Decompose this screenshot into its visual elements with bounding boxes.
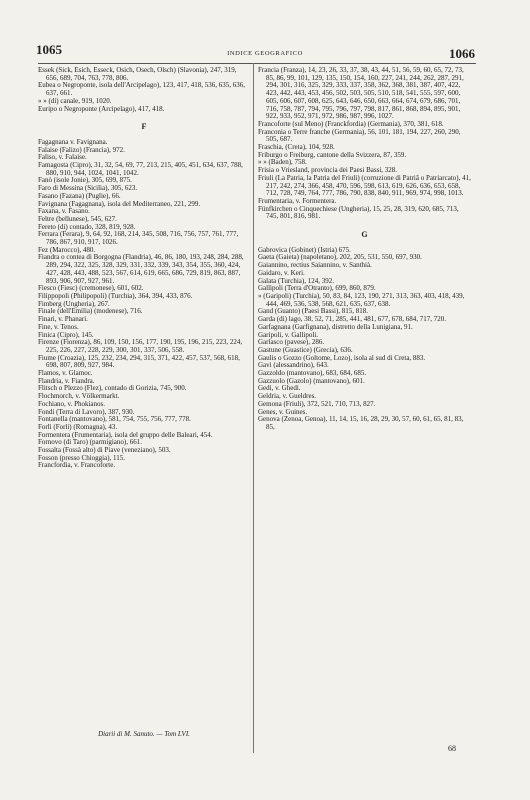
- index-entry: Fine, v. Tenos.: [38, 322, 79, 331]
- index-entry: Gemona (Friuli), 372, 521, 710, 713, 827.: [258, 399, 376, 408]
- index-entry: Firenze (Fiorenza), 86, 109, 150, 156, 177, 190, 195, 196, 215, 223, 224, 225, 226, 227, 228, 229, 300, 301, 337, 506, 558.: [38, 338, 243, 354]
- index-entry: Finica (Cipro), 145.: [38, 330, 94, 339]
- index-entry: Friuli (La Patria, la Patria del Friuli) (corruzione di Patriâ o Patriarcato), 41, 217, 242, 274, 366, 458, 470, 596, 598, 613, 619, 626, 636, 653, 658, 712, 728, 749, 764, 777, 786, 790, 838, 840, 911, 969, 974, 998, 1013.: [258, 173, 471, 198]
- index-entry: Filippopoli (Philipopoli) (Turchia), 364, 394, 433, 876.: [38, 291, 193, 300]
- index-entry: Gaeta (Gaieta) (napoletano), 202, 205, 531, 550, 697, 930.: [258, 253, 422, 262]
- index-entry: Formentera (Frumentaria), isola del gruppo delle Baleari, 454.: [38, 430, 213, 439]
- index-entry: Gand (Guanto) (Paesi Bassi), 815, 818.: [258, 307, 369, 316]
- index-entry: » (Garipoli) (Turchia), 50, 83, 84, 123, 190, 271, 313, 363, 403, 418, 439, 444, 469, 536, 538, 568, 621, 635, 637, 638.: [258, 291, 465, 308]
- index-entry: Geldria, v. Gueldres.: [258, 392, 317, 401]
- index-entry: Gavi (alessandrino), 643.: [258, 361, 329, 370]
- index-entry: Ferrara (Ferara), 9, 64, 92, 168, 214, 345, 508, 716, 756, 757, 761, 777, 786, 867, 910, 917, 1026.: [38, 230, 239, 247]
- index-entry: Fasano (Fazana) (Puglie), 66.: [38, 191, 121, 200]
- index-entry: Fiume (Croazia), 125, 232, 234, 294, 315, 371, 422, 457, 537, 568, 618, 698, 807, 809, 927, 984.: [38, 353, 240, 370]
- index-entry: Frisia o Vriesland, provincia dei Paesi Bassi, 328.: [258, 166, 398, 175]
- index-entry: Faro di Messina (Sicilia), 305, 623.: [38, 184, 138, 193]
- index-entry: Garipoli, v. Gallipoli.: [258, 330, 319, 339]
- index-entry: Fereto (di) contado, 328, 819, 928.: [38, 222, 136, 231]
- index-entry: Fagagnana v. Favignana.: [38, 137, 108, 146]
- index-entry: » » (di) canale, 919, 1020.: [38, 96, 112, 105]
- index-entry: Garfagnana (Garfignana), distretto della Lunigiana, 91.: [258, 322, 413, 331]
- section-letter-g: G: [361, 230, 368, 240]
- index-entry: Fiesco (Fiesc) (cremonese), 601, 602.: [38, 284, 144, 293]
- index-entry: Gaiannino, rectius Saiannino, v. Santhià.: [258, 261, 372, 270]
- index-entry: Fanò (isole Jonie), 305, 699, 875.: [38, 176, 132, 185]
- index-entry: Genes, v. Guines.: [258, 407, 308, 416]
- index-entry: Finale (dell'Emilia) (modenese), 716.: [38, 307, 143, 316]
- index-entry: Genova (Zenoa, Genoa), 11, 14, 15, 16, 28, 29, 30, 57, 60, 61, 65, 81, 83, 85,: [258, 415, 464, 431]
- index-entry: » » (Baden), 758.: [258, 158, 307, 167]
- index-entry: Eubea o Negroponte, isola dell'Arcipelago), 123, 417, 418, 536, 635, 636, 637, 661.: [38, 81, 245, 98]
- footer-signature: Diarii di M. Sanuto. — Tom LVI.: [98, 730, 190, 738]
- index-entry: Fünfkirchen o Cinquechiese (Ungheria), 15, 25, 28, 319, 620, 685, 713, 745, 801, 816, 981.: [258, 204, 459, 221]
- index-entry: Gaidaro, v. Keri.: [258, 268, 305, 277]
- index-entry: Favignana (Fagagnana), isola del Mediterraneo, 221, 299.: [38, 199, 201, 208]
- index-entry: Fossalta (Fossà alto) di Piave (veneziano), 503.: [38, 446, 171, 455]
- index-entry: Fornovo (di Taro) (parmigiano), 661.: [38, 438, 142, 447]
- index-entry: Euripo o Negroponte (Arcipelago), 417, 418.: [38, 104, 165, 113]
- index-entry: Fontanella (mantovano), 581, 754, 755, 756, 777, 778.: [38, 415, 191, 424]
- index-entry: Galata (Turchia), 124, 392.: [258, 276, 334, 285]
- index-entry: Friburgo o Freiburg, cantone della Svizzera, 87, 359.: [258, 150, 407, 159]
- index-entry: Famagosta (Cipro), 31, 32, 54, 69, 77, 213, 215, 405, 451, 634, 637, 788, 880, 910, 944, 1024, 1041, 1042.: [38, 161, 243, 177]
- index-entry: Gastune (Guastice) (Grecia), 636.: [258, 345, 353, 354]
- index-entry: Falaise (Falizo) (Francia), 972.: [38, 145, 125, 154]
- section-letter-f: F: [141, 122, 147, 132]
- index-entry: Flamos, v. Glamoc.: [38, 369, 93, 378]
- running-title: INDICE GEOGRAFICO: [227, 50, 303, 57]
- index-entry: Flitsch o Plezzo (Flez), contado di Gorizia, 745, 900.: [38, 384, 187, 393]
- index-entry: Feltre (bellunese), 545, 627.: [38, 214, 117, 223]
- index-entry: Francoforte (sul Meno) (Franckfordia) (Germania), 370, 381, 618.: [258, 119, 444, 128]
- index-entry: Garlasco (pavese), 286.: [258, 338, 325, 347]
- index-entry: Francfordia, v. Francoforte.: [38, 461, 116, 470]
- right-column: [258, 67, 471, 432]
- index-entry: Forlì (Forli) (Romagna), 43.: [38, 422, 118, 431]
- header-rule: [38, 63, 476, 64]
- page-number-left: 1065: [36, 42, 62, 57]
- index-entry: Gazzuolo (Gazolo) (mantovano), 601.: [258, 376, 365, 385]
- index-entry: Gabrovica (Gobinet) (Istria) 675.: [258, 245, 351, 254]
- index-entry: Gedi, v. Ghedi.: [258, 384, 301, 393]
- index-entry: Fochiano, v. Phokianos.: [38, 399, 106, 408]
- index-entry: Fraschia, (Creta), 104, 928.: [258, 143, 335, 152]
- left-column: [38, 67, 250, 470]
- signature-number: 68: [448, 744, 456, 753]
- index-entry: Essek (Sick, Esich, Esseck, Osich, Osech, Olsch) (Slavonia), 247, 319, 656, 689, 704, 763, 778, 806.: [38, 66, 237, 82]
- page-number-right: 1066: [449, 46, 475, 61]
- index-entry: Franconia o Terre franche (Germania), 56, 101, 181, 194, 227, 260, 290, 505, 687.: [258, 127, 461, 144]
- index-entry: Gaulis o Gozzo (Goltome, Lozo), isola al sud di Creta, 883.: [258, 353, 426, 362]
- index-entry: Finari, v. Phanari.: [38, 315, 88, 324]
- index-entry: Francia (Franza), 14, 23, 26, 33, 37, 38, 43, 44, 51, 56, 59, 60, 65, 72, 73, 85, 86, 99, 101, 129, 135, 150, 154, 160, 227, 241, 244, 262, 287, 291, 294, 301, 316, 325, 329, 333, 337, 358, 362, 368, 381, 387, 407, 422, 423, 442, 443, 453, 456, 502, 503, 505, 510, 518, 541, 555, 597, 600, 605, 606, 607, 608, 625, 643, 646, 650, 663, 664, 674, 679, 686, 701, 716, 758, 787, 794, 795, 796, 797, 798, 817, 861, 868, 894, 895, 901, 922, 933, 952, 971, 972, 986, 987, 996, 1027.: [258, 66, 464, 121]
- index-entry: Fimberg (Ungheria), 267.: [38, 299, 110, 308]
- index-entry: Faliso, v. Falaise.: [38, 153, 87, 162]
- index-entry: Faxana, v. Fasano.: [38, 207, 90, 216]
- index-entry: Fosson (presso Chioggia), 115.: [38, 453, 126, 462]
- index-entry: Gallipoli (Terra d'Otranto), 699, 860, 879.: [258, 284, 376, 293]
- index-entry: Fez (Marocco), 480.: [38, 245, 96, 254]
- index-entry: Flandria, v. Fiandra.: [38, 376, 95, 385]
- index-entry: Garda (di) lago, 38, 52, 71, 285, 441, 481, 677, 678, 684, 717, 720.: [258, 315, 447, 324]
- index-entry: Fiandra o contea di Borgogna (Flandria), 46, 86, 180, 193, 248, 284, 288, 289, 294, 322, 325, 328, 329, 331, 332, 339, 343, 354, 355, 360, 424, 427, 428, 443, 488, 523, 567, 614, 619, 665, 686, 729, 819, 863, 887, 893, 906, 907, 927, 961.: [38, 253, 244, 285]
- index-entry: Fondi (Terra di Lavoro), 387, 930.: [38, 407, 135, 416]
- page-header: [0, 42, 530, 60]
- index-entry: Frumentaria, v. Formentera.: [258, 196, 337, 205]
- index-entry: Gazzoldo (mantovano), 683, 684, 685.: [258, 369, 367, 378]
- index-entry: Flochmorch, v. Völkermarkt.: [38, 392, 120, 401]
